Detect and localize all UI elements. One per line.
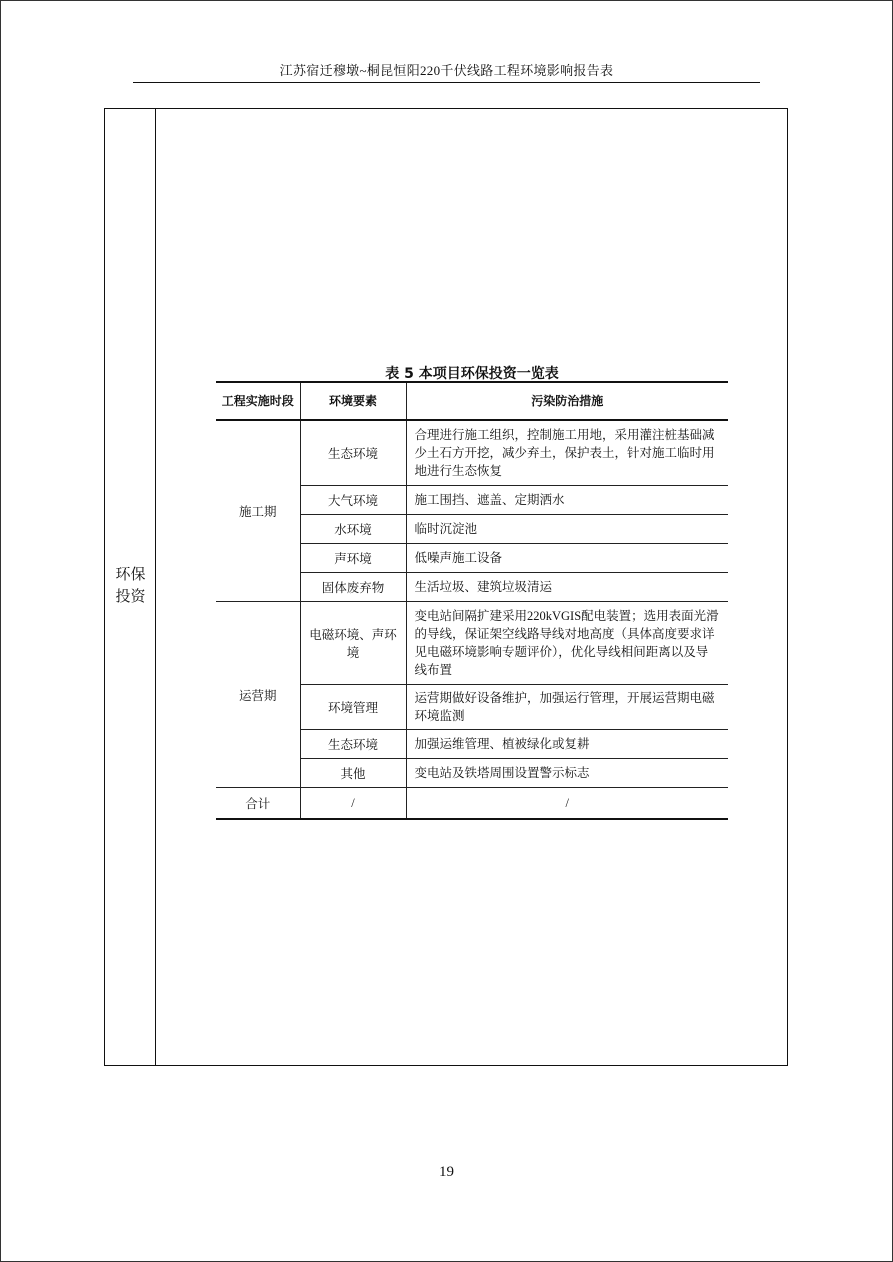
element-cell: 生态环境 bbox=[300, 420, 406, 486]
element-cell: 固体废弃物 bbox=[300, 573, 406, 602]
table-header-row bbox=[216, 382, 728, 420]
phase-cell-operation: 运营期 bbox=[216, 602, 300, 788]
measure-cell: 低噪声施工设备 bbox=[406, 544, 728, 573]
element-cell: 声环境 bbox=[300, 544, 406, 573]
table-caption: 表 5 本项目环保投资一览表 bbox=[385, 366, 559, 382]
phase-cell-construction: 施工期 bbox=[216, 420, 300, 602]
column-header-measure: 污染防治措施 bbox=[406, 382, 728, 420]
element-cell: 水环境 bbox=[300, 515, 406, 544]
section-label-line-1: 环保 bbox=[115, 567, 146, 583]
investment-table bbox=[216, 381, 728, 820]
total-measure-cell: / bbox=[406, 788, 728, 820]
section-label-line-2: 投资 bbox=[115, 589, 146, 605]
column-header-phase: 工程实施时段 bbox=[216, 382, 300, 420]
running-header: 江苏宿迁穆墩~桐昆恒阳220千伏线路工程环境影响报告表 bbox=[279, 63, 614, 78]
measure-cell: 临时沉淀池 bbox=[406, 515, 728, 544]
measure-cell: 生活垃圾、建筑垃圾清运 bbox=[406, 573, 728, 602]
measure-cell: 变电站间隔扩建采用220kVGIS配电装置；选用表面光滑的导线，保证架空线路导线对地高度（具体高度要求详见电磁环境影响专题评价），优化导线相间距离以及导线布置 bbox=[406, 602, 728, 685]
column-header-element: 环境要素 bbox=[300, 382, 406, 420]
measure-cell: 变电站及铁塔周围设置警示标志 bbox=[406, 759, 728, 788]
measure-cell: 加强运维管理、植被绿化或复耕 bbox=[406, 730, 728, 759]
element-cell: 其他 bbox=[300, 759, 406, 788]
section-label-column bbox=[105, 109, 156, 1065]
element-cell: 生态环境 bbox=[300, 730, 406, 759]
page-number: 19 bbox=[439, 1164, 454, 1180]
element-cell: 环境管理 bbox=[300, 685, 406, 730]
measure-cell: 合理进行施工组织，控制施工用地，采用灌注桩基础减少土石方开挖，减少弃土，保护表土，针对施工临时用地进行生态恢复 bbox=[406, 420, 728, 486]
measure-cell: 施工围挡、遮盖、定期洒水 bbox=[406, 486, 728, 515]
section-label bbox=[105, 564, 156, 608]
table-total-row bbox=[216, 788, 728, 820]
measure-cell: 运营期做好设备维护，加强运行管理，开展运营期电磁环境监测 bbox=[406, 685, 728, 730]
table-row bbox=[216, 602, 728, 685]
element-cell: 大气环境 bbox=[300, 486, 406, 515]
header-rule bbox=[133, 82, 760, 83]
total-label-cell: 合计 bbox=[216, 788, 300, 820]
total-element-cell: / bbox=[300, 788, 406, 820]
element-cell: 电磁环境、声环境 bbox=[300, 602, 406, 685]
table-row bbox=[216, 420, 728, 486]
